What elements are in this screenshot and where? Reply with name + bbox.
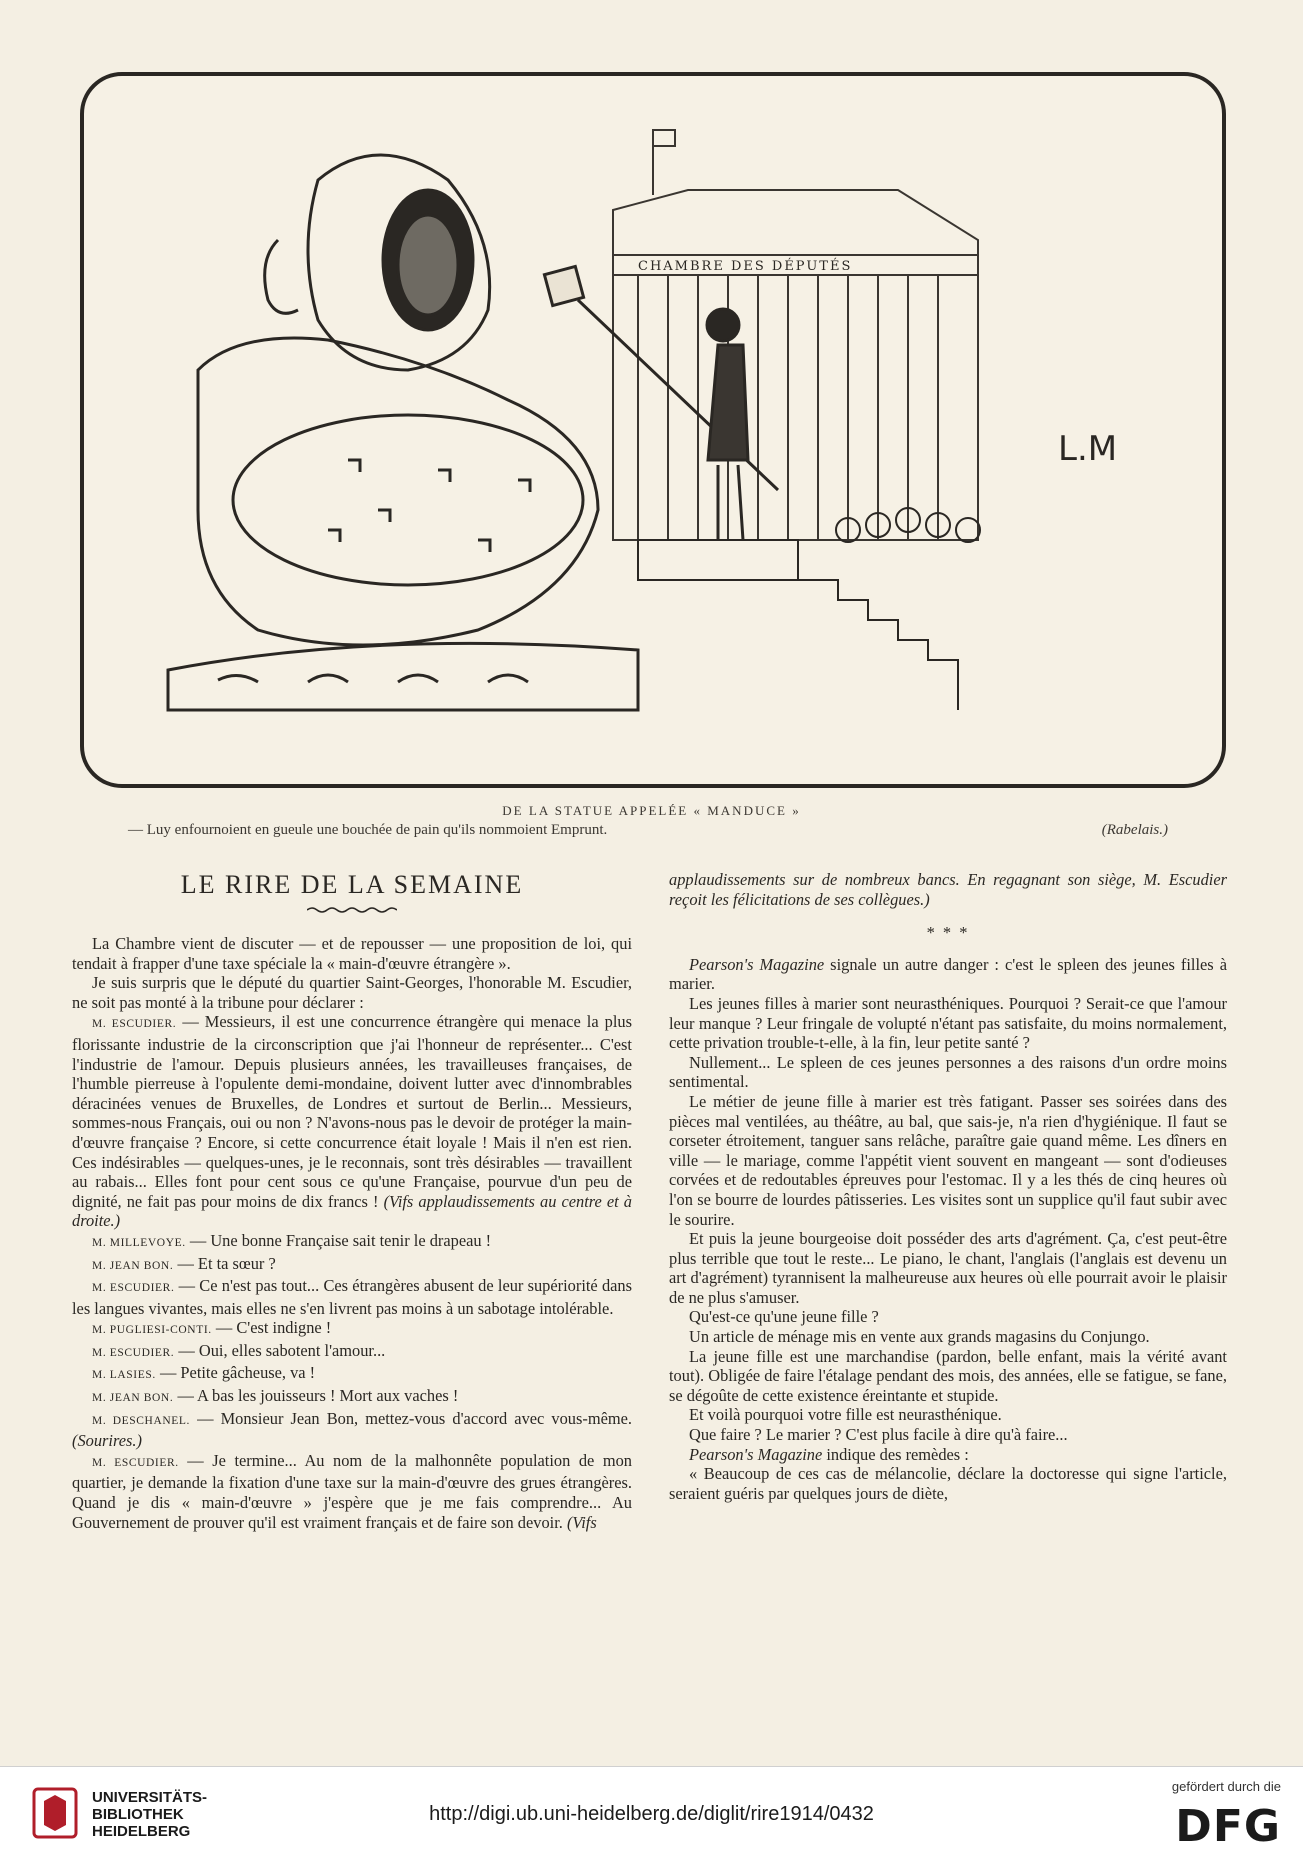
- speaker: M. LASIES.: [92, 1369, 156, 1382]
- paragraph: Pearson's Magazine signale un autre danger : c'est le spleen des jeunes filles à marier.: [669, 954, 1227, 994]
- paragraph: « Beaucoup de ces cas de mélancolie, déclare la doctoresse qui signe l'article, seraient guéris par quelques jours de diète,: [669, 1464, 1227, 1503]
- speaker: M. ESCUDIER.: [92, 1282, 175, 1295]
- dialogue-line: M. ESCUDIER. — Je termine... Au nom de la malhonnête population de mon quartier, je demande la fixation d'une taxe sur la main-d'œuvre des grues étrangères. Quand je dis « main-d'œuvre » j'espère que je me fais comprendre... Au Gouvernement de prouver qu'il est vraiment français et de faire son devoir. (Vifs: [72, 1450, 632, 1532]
- dialogue-line: M. MILLEVOYE. — Une bonne Française sait tenir le drapeau !: [92, 1230, 492, 1250]
- cartoon-illustration: [78, 70, 1228, 790]
- paragraph: Je suis surpris que le député du quartier Saint-Georges, l'honorable M. Escudier, ne soit pas monté à la tribune pour déclarer :: [72, 973, 632, 1012]
- dialogue-line: M. PUGLIESI-CONTI. — C'est indigne !: [92, 1318, 332, 1338]
- paragraph: Qu'est-ce qu'une jeune fille ?: [689, 1307, 879, 1327]
- dialogue-line: M. JEAN BON. — A bas les jouisseurs ! Mort aux vaches !: [92, 1386, 459, 1406]
- dialogue-line: M. JEAN BON. — Et ta sœur ?: [92, 1253, 276, 1273]
- speaker: M. JEAN BON.: [92, 1392, 174, 1405]
- speaker: M. ESCUDIER.: [92, 1456, 179, 1469]
- article-heading: LE RIRE DE LA SEMAINE: [180, 870, 524, 899]
- paragraph: Le métier de jeune fille à marier est très fatigant. Passer ses soirées dans des pièces mal ventilées, au théâtre, au bal, que sais-je, n'a rien d'hygiénique. Il faut se corseter étroitement, tanguer sans relâche, paraître gaie quand même. Les dîners en ville — le mariage, comme l'appétit vient souvent en mangeant — sont d'odieuses corvées et de redoutables épreuves pour l'estomac. Il y a les thés de cinq heures où l'on se bourre de lourdes pâtisseries. Les visites sont un supplice qu'il faut subir avec le sourire.: [669, 1091, 1227, 1229]
- heading-ornament: [307, 906, 397, 914]
- speaker: M. MILLEVOYE.: [92, 1236, 186, 1249]
- speaker: M. DESCHANEL.: [92, 1414, 190, 1427]
- caption-title: DE LA STATUE APPELÉE « MANDUCE »: [502, 803, 801, 818]
- building-label: CHAMBRE DES DÉPUTÉS: [638, 259, 853, 274]
- paragraph: Et puis la jeune bourgeoise doit posséder des arts d'agrément. Ça, c'est peut-être plus terrible que tout le reste... Le piano, le chant, l'anglais (l'anglais est devenu un art d'agrément) tyrannisent la malheureuse aux heures où elle pourrait avoir le plaisir de ne plus s'amuser.: [669, 1229, 1227, 1307]
- continuation-paragraph: applaudissements sur de nombreux bancs. En regagnant son siège, M. Escudier reçoit les félicitations de ses collègues.): [669, 870, 1227, 909]
- dfg-logo: DFG: [1175, 1801, 1281, 1852]
- paragraph: Pearson's Magazine indique des remèdes :: [689, 1444, 969, 1464]
- library-name: UNIVERSITÄTS- BIBLIOTHEK HEIDELBERG: [92, 1789, 208, 1840]
- artist-signature: L.M: [1058, 429, 1118, 469]
- paragraph: La jeune fille est une marchandise (pardon, belle enfant, mais la vérité avant tout). Obligée de faire l'étalage pendant des mois, des années, elle se fatigue, se fane, se dégoûte de cette existence éreintante et stupide.: [669, 1346, 1227, 1405]
- funded-by-label: gefördert durch die: [1171, 1779, 1281, 1794]
- right-column: [669, 870, 1227, 1503]
- dialogue-line: M. ESCUDIER. — Ce n'est pas tout... Ces étrangères abusent de leur supériorité dans les langues vivantes, mais elles ne s'en livrent pas moins à un sabotage intolérable.: [72, 1276, 632, 1318]
- caption-source: (Rabelais.): [1101, 822, 1168, 838]
- dialogue-line: M. ESCUDIER. — Oui, elles sabotent l'amour...: [92, 1340, 386, 1360]
- paragraph: Les jeunes filles à marier sont neurasthéniques. Pourquoi ? Serait-ce que l'amour leur manque ? Leur fringale de volupté n'étant pas satisfaite, du moins normalement, cette privation trouble-t-elle, à la fin, leur petite santé ?: [669, 993, 1227, 1053]
- paragraph: Un article de ménage mis en vente aux grands magasins du Conjungo.: [689, 1327, 1150, 1347]
- cartoon-drawing: [78, 70, 1228, 790]
- caption-text: — Luy enfournoient en gueule une bouchée de pain qu'ils nommoient Emprunt.: [128, 822, 608, 838]
- paragraph: La Chambre vient de discuter — et de repousser — une proposition de loi, qui tendait à frapper d'une taxe spéciale la « main-d'œuvre étrangère ».: [72, 934, 632, 973]
- footer-bar: [0, 1766, 1303, 1863]
- dialogue-line: M. ESCUDIER. — Messieurs, il est une concurrence étrangère qui menace la plus florissante industrie de la circonscription que j'ai l'honneur de représenter... C'est l'industrie de l'amour. Depuis plusieurs années, les travailleuses françaises, de l'humble pierreuse à l'opulente demi-mondaine, doivent lutter avec d'innombrables déracinées venues de Bruxelles, de Londres et surtout de Berlin... Messieurs, sommes-nous Français, oui ou non ? N'avons-nous pas le devoir de protéger la main-d'œuvre française ? Encore, si cette concurrence était loyale ! Mais il n'en est rien. Ces indésirables — quelques-unes, je le reconnais, sont très désirables — travaillent au rabais... Elles font pour cent sous ce qu'une Française, pourvue d'un peu de dignité, ne fait pas pour moins de dix francs ! (Vifs applaudissements au centre et à droite.): [72, 1012, 632, 1231]
- dialogue-line: M. LASIES. — Petite gâcheuse, va !: [92, 1363, 316, 1383]
- speaker: M. JEAN BON.: [92, 1259, 174, 1272]
- speaker: M. ESCUDIER.: [92, 1018, 177, 1031]
- caption-line: [128, 822, 1168, 839]
- speaker: M. ESCUDIER.: [92, 1346, 175, 1359]
- dialogue-line: M. DESCHANEL. — Monsieur Jean Bon, mettez-vous d'accord avec vous-même. (Sourires.): [72, 1408, 632, 1451]
- paragraph: Et voilà pourquoi votre fille est neurasthénique.: [689, 1405, 1002, 1425]
- left-column: [72, 870, 632, 1532]
- speaker: M. PUGLIESI-CONTI.: [92, 1324, 212, 1337]
- paragraph: Nullement... Le spleen de ces jeunes personnes a des raisons d'un ordre moins sentimental.: [669, 1052, 1227, 1092]
- section-separator: * * *: [926, 923, 970, 943]
- document-url[interactable]: http://digi.ub.uni-heidelberg.de/diglit/rire1914/0432: [429, 1803, 874, 1825]
- paragraph: Que faire ? Le marier ? C'est plus facile à dire qu'à faire...: [689, 1425, 1068, 1445]
